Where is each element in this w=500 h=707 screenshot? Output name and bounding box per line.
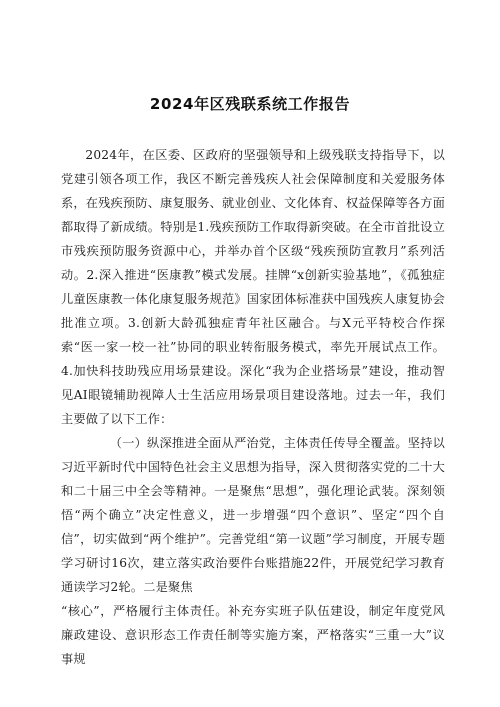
document-body bbox=[61, 143, 445, 671]
paragraph-continuation: “核心”，严格履行主体责任。补充夯实班子队伍建设，制定年度党风廉政建设、意识形态工作责任制等实施方案，严格落实“三重一大”议事规 bbox=[61, 604, 445, 666]
paragraph-section-one: （一）纵深推进全面从严治党，主体责任传导全覆盖。坚持以习近平新时代中国特色社会主义思想为指导，深入贯彻落实党的二十大和二十届三中全会等精神。一是聚焦“思想”，强化理论武装。深刻领悟“两个确立”决定性意义，进一步增强“四个意识”、坚定“四个自信”，切实做到“两个维护”。完善党组“第一议题”学习制度，开展专题学习研讨16次，建立落实政治要件台账措施22件，开展党纪学习教育通读学习2轮。二是聚焦 bbox=[61, 436, 446, 594]
paragraph-intro: 2024年，在区委、区政府的坚强领导和上级残联支持指导下，以党建引领各项工作，我区不断完善残疾人社会保障制度和关爱服务体系，在残疾预防、康复服务、就业创业、文化体育、权益保障等各方面都取得了新成绩。特别是1.残疾预防工作取得新突破。在全市首批设立市残疾预防服务资源中心，并举办首个区级“残疾预防宣教月”系列活动。2.深入推进“医康教”模式发展。挂牌“x创新实验基地”，《孤独症儿童医康教一体化康复服务规范》国家团体标准获中国残疾人康复协会批准立项。3.创新大龄孤独症青年社区融合。与X元平特校合作探索“医一家一校一社”协同的职业转衔服务模式，率先开展试点工作。4.加快科技助残应用场景建设。深化“我为企业搭场景”建设，推动智见AI眼镜辅助视障人士生活应用场景项目建设落地。过去一年，我们主要做了以下工作： bbox=[61, 148, 446, 426]
document-title: 2024年区残联系统工作报告 bbox=[149, 95, 351, 113]
